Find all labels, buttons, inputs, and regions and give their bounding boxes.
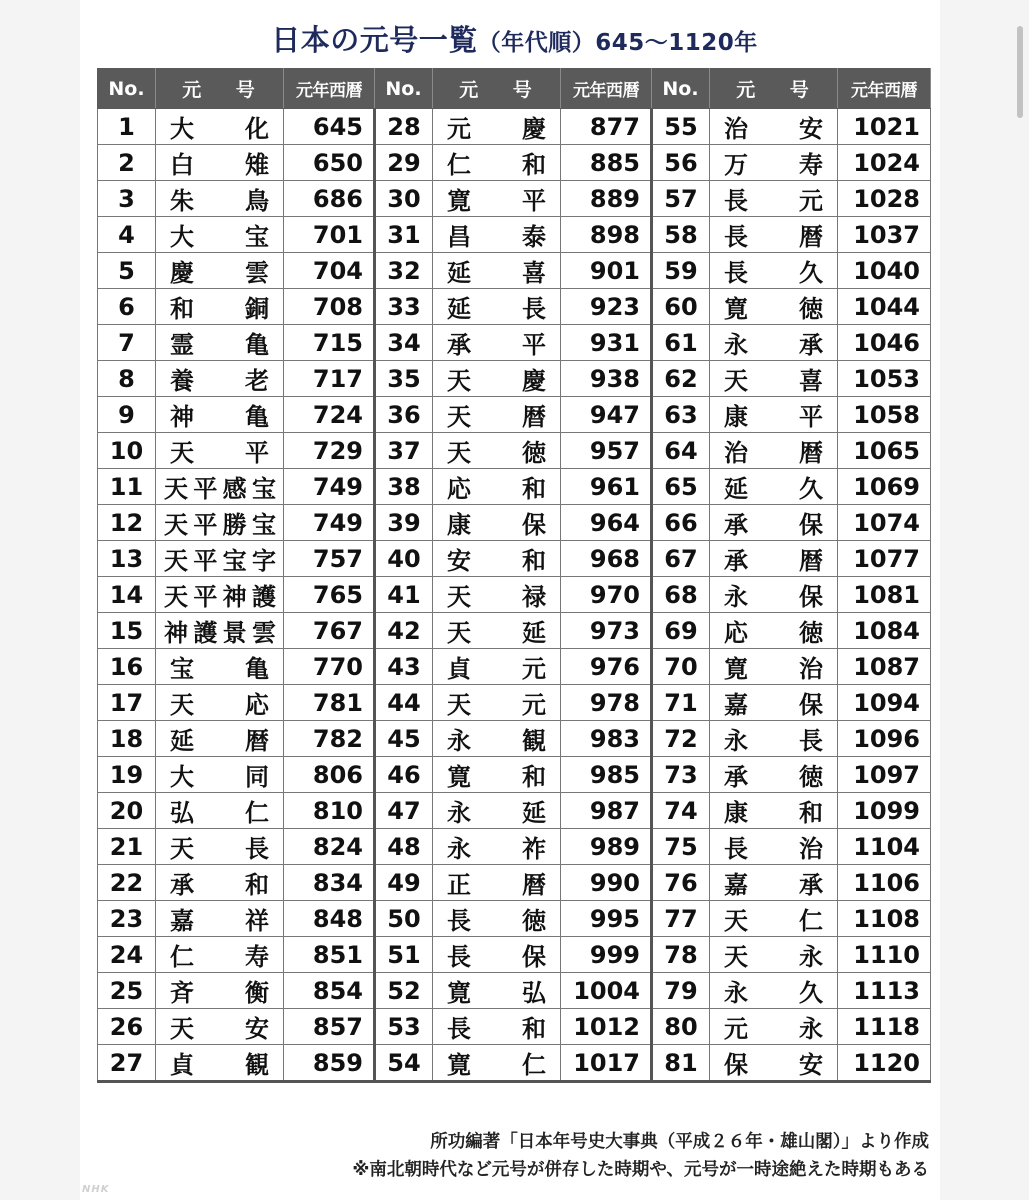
era-name-cell: 康 保 (433, 505, 561, 541)
era-name-cell: 永 承 (710, 325, 838, 361)
era-name-cell: 神護景雲 (156, 613, 284, 649)
era-name-cell: 応 和 (433, 469, 561, 505)
era-year-cell: 1097 (838, 757, 931, 793)
era-number-cell: 48 (375, 829, 433, 865)
era-number-cell: 61 (652, 325, 710, 361)
era-name-cell: 嘉 祥 (156, 901, 284, 937)
table-row (98, 937, 931, 973)
remark-note: ※南北朝時代など元号が併存した時期や、元号が一時途絶えた時期もある (352, 1160, 929, 1180)
era-number-cell: 18 (98, 721, 156, 757)
broadcaster-watermark: NHK (82, 1184, 110, 1195)
table-row (98, 685, 931, 721)
era-year-cell: 781 (284, 685, 375, 721)
table-row (98, 181, 931, 217)
era-name-cell: 保 安 (710, 1045, 838, 1082)
era-number-cell: 62 (652, 361, 710, 397)
title-main: 日本の元号一覧 (271, 23, 478, 57)
era-year-cell: 1081 (838, 577, 931, 613)
era-number-cell: 63 (652, 397, 710, 433)
era-number-cell: 30 (375, 181, 433, 217)
table-row (98, 757, 931, 793)
era-year-cell: 947 (561, 397, 652, 433)
header-no: No. (98, 69, 156, 109)
era-number-cell: 66 (652, 505, 710, 541)
era-number-cell: 40 (375, 541, 433, 577)
table-row (98, 541, 931, 577)
table-row (98, 253, 931, 289)
era-number-cell: 28 (375, 109, 433, 145)
page-title (0, 18, 1029, 59)
era-name-cell: 万 寿 (710, 145, 838, 181)
era-name-cell: 天 安 (156, 1009, 284, 1045)
era-year-cell: 1065 (838, 433, 931, 469)
era-name-cell: 長 徳 (433, 901, 561, 937)
era-year-cell: 1096 (838, 721, 931, 757)
era-name-cell: 承 徳 (710, 757, 838, 793)
era-name-cell: 治 暦 (710, 433, 838, 469)
era-number-cell: 6 (98, 289, 156, 325)
era-name-cell: 天 喜 (710, 361, 838, 397)
table-row (98, 901, 931, 937)
era-number-cell: 3 (98, 181, 156, 217)
era-year-cell: 770 (284, 649, 375, 685)
era-name-cell: 天平宝字 (156, 541, 284, 577)
era-number-cell: 68 (652, 577, 710, 613)
era-number-cell: 27 (98, 1045, 156, 1082)
era-name-cell: 永 保 (710, 577, 838, 613)
era-number-cell: 14 (98, 577, 156, 613)
era-number-cell: 41 (375, 577, 433, 613)
era-year-cell: 1084 (838, 613, 931, 649)
era-number-cell: 38 (375, 469, 433, 505)
era-number-cell: 73 (652, 757, 710, 793)
era-name-cell: 天 徳 (433, 433, 561, 469)
era-number-cell: 31 (375, 217, 433, 253)
era-number-cell: 44 (375, 685, 433, 721)
era-year-cell: 970 (561, 577, 652, 613)
era-number-cell: 54 (375, 1045, 433, 1082)
era-year-cell: 854 (284, 973, 375, 1009)
era-year-cell: 901 (561, 253, 652, 289)
era-number-cell: 1 (98, 109, 156, 145)
era-name-cell: 寛 仁 (433, 1045, 561, 1082)
era-name-cell: 永 祚 (433, 829, 561, 865)
era-year-cell: 1046 (838, 325, 931, 361)
era-name-cell: 安 和 (433, 541, 561, 577)
era-name-cell: 天 長 (156, 829, 284, 865)
era-year-cell: 976 (561, 649, 652, 685)
era-year-cell: 1074 (838, 505, 931, 541)
table-row (98, 649, 931, 685)
era-number-cell: 78 (652, 937, 710, 973)
era-number-cell: 55 (652, 109, 710, 145)
era-name-cell: 慶 雲 (156, 253, 284, 289)
era-number-cell: 4 (98, 217, 156, 253)
era-year-cell: 1028 (838, 181, 931, 217)
era-number-cell: 60 (652, 289, 710, 325)
era-name-cell: 承 和 (156, 865, 284, 901)
era-year-cell: 749 (284, 505, 375, 541)
era-year-cell: 724 (284, 397, 375, 433)
era-number-cell: 29 (375, 145, 433, 181)
era-year-cell: 999 (561, 937, 652, 973)
era-year-cell: 645 (284, 109, 375, 145)
era-year-cell: 1094 (838, 685, 931, 721)
era-name-cell: 寛 弘 (433, 973, 561, 1009)
era-year-cell: 1077 (838, 541, 931, 577)
era-year-cell: 983 (561, 721, 652, 757)
era-number-cell: 23 (98, 901, 156, 937)
era-number-cell: 16 (98, 649, 156, 685)
era-year-cell: 1069 (838, 469, 931, 505)
era-name-cell: 応 徳 (710, 613, 838, 649)
era-number-cell: 53 (375, 1009, 433, 1045)
era-number-cell: 21 (98, 829, 156, 865)
era-year-cell: 729 (284, 433, 375, 469)
header-era-name: 元 号 (433, 69, 561, 109)
era-number-cell: 9 (98, 397, 156, 433)
era-number-cell: 2 (98, 145, 156, 181)
era-year-cell: 704 (284, 253, 375, 289)
era-year-cell: 757 (284, 541, 375, 577)
era-name-cell: 天 慶 (433, 361, 561, 397)
era-name-cell: 嘉 承 (710, 865, 838, 901)
era-name-cell: 天 応 (156, 685, 284, 721)
header-year: 元年西暦 (561, 69, 652, 109)
header-era-name: 元 号 (156, 69, 284, 109)
era-number-cell: 5 (98, 253, 156, 289)
era-number-cell: 71 (652, 685, 710, 721)
era-year-cell: 1118 (838, 1009, 931, 1045)
era-year-cell: 938 (561, 361, 652, 397)
era-name-cell: 仁 和 (433, 145, 561, 181)
table-row (98, 829, 931, 865)
table-header-row (98, 69, 931, 109)
era-name-cell: 永 久 (710, 973, 838, 1009)
era-number-cell: 20 (98, 793, 156, 829)
era-number-cell: 39 (375, 505, 433, 541)
era-name-cell: 延 久 (710, 469, 838, 505)
era-number-cell: 70 (652, 649, 710, 685)
era-year-cell: 708 (284, 289, 375, 325)
header-year: 元年西暦 (284, 69, 375, 109)
era-year-cell: 1040 (838, 253, 931, 289)
era-year-cell: 1044 (838, 289, 931, 325)
era-year-cell: 1058 (838, 397, 931, 433)
era-name-cell: 天 禄 (433, 577, 561, 613)
era-number-cell: 8 (98, 361, 156, 397)
era-name-cell: 承 平 (433, 325, 561, 361)
era-name-cell: 長 元 (710, 181, 838, 217)
table-row (98, 721, 931, 757)
era-name-cell: 大 化 (156, 109, 284, 145)
era-number-cell: 11 (98, 469, 156, 505)
era-year-cell: 931 (561, 325, 652, 361)
era-year-cell: 715 (284, 325, 375, 361)
era-name-cell: 斉 衡 (156, 973, 284, 1009)
era-year-cell: 824 (284, 829, 375, 865)
era-number-cell: 51 (375, 937, 433, 973)
era-year-cell: 701 (284, 217, 375, 253)
era-year-cell: 686 (284, 181, 375, 217)
table-row (98, 361, 931, 397)
era-year-cell: 1017 (561, 1045, 652, 1082)
era-number-cell: 50 (375, 901, 433, 937)
era-year-cell: 810 (284, 793, 375, 829)
era-name-cell: 仁 寿 (156, 937, 284, 973)
era-number-cell: 74 (652, 793, 710, 829)
era-name-cell: 永 延 (433, 793, 561, 829)
era-year-cell: 973 (561, 613, 652, 649)
era-number-cell: 80 (652, 1009, 710, 1045)
era-year-cell: 989 (561, 829, 652, 865)
era-year-cell: 964 (561, 505, 652, 541)
era-name-cell: 長 保 (433, 937, 561, 973)
era-name-cell: 天 永 (710, 937, 838, 973)
era-number-cell: 17 (98, 685, 156, 721)
era-year-cell: 898 (561, 217, 652, 253)
era-year-cell: 1104 (838, 829, 931, 865)
header-year: 元年西暦 (838, 69, 931, 109)
era-year-cell: 765 (284, 577, 375, 613)
era-name-cell: 延 暦 (156, 721, 284, 757)
era-year-cell: 806 (284, 757, 375, 793)
footnotes (352, 1128, 929, 1184)
era-name-cell: 寛 治 (710, 649, 838, 685)
era-year-cell: 968 (561, 541, 652, 577)
era-number-cell: 77 (652, 901, 710, 937)
era-name-cell: 朱 鳥 (156, 181, 284, 217)
era-number-cell: 7 (98, 325, 156, 361)
era-name-cell: 天平感宝 (156, 469, 284, 505)
era-year-cell: 995 (561, 901, 652, 937)
era-year-cell: 1087 (838, 649, 931, 685)
era-number-cell: 72 (652, 721, 710, 757)
era-name-cell: 康 和 (710, 793, 838, 829)
era-number-cell: 32 (375, 253, 433, 289)
era-number-cell: 57 (652, 181, 710, 217)
era-name-cell: 延 喜 (433, 253, 561, 289)
era-number-cell: 10 (98, 433, 156, 469)
era-number-cell: 12 (98, 505, 156, 541)
era-name-cell: 嘉 保 (710, 685, 838, 721)
era-year-cell: 717 (284, 361, 375, 397)
table-row (98, 433, 931, 469)
era-name-cell: 承 暦 (710, 541, 838, 577)
era-year-cell: 1113 (838, 973, 931, 1009)
era-name-cell: 白 雉 (156, 145, 284, 181)
era-number-cell: 25 (98, 973, 156, 1009)
era-name-cell: 貞 観 (156, 1045, 284, 1082)
era-name-cell: 神 亀 (156, 397, 284, 433)
era-year-cell: 923 (561, 289, 652, 325)
era-name-cell: 永 長 (710, 721, 838, 757)
table-row (98, 397, 931, 433)
era-year-cell: 978 (561, 685, 652, 721)
era-number-cell: 67 (652, 541, 710, 577)
era-name-cell: 霊 亀 (156, 325, 284, 361)
era-name-cell: 天 元 (433, 685, 561, 721)
era-name-cell: 寛 平 (433, 181, 561, 217)
era-number-cell: 46 (375, 757, 433, 793)
era-year-cell: 1037 (838, 217, 931, 253)
era-name-cell: 天平神護 (156, 577, 284, 613)
table-row (98, 289, 931, 325)
table-row (98, 865, 931, 901)
header-era-name: 元 号 (710, 69, 838, 109)
era-year-cell: 885 (561, 145, 652, 181)
era-year-cell: 851 (284, 937, 375, 973)
table-body (98, 109, 931, 1082)
era-number-cell: 43 (375, 649, 433, 685)
era-name-cell: 大 宝 (156, 217, 284, 253)
era-number-cell: 13 (98, 541, 156, 577)
era-number-cell: 45 (375, 721, 433, 757)
era-year-cell: 1021 (838, 109, 931, 145)
era-number-cell: 65 (652, 469, 710, 505)
era-name-cell: 長 暦 (710, 217, 838, 253)
era-year-cell: 848 (284, 901, 375, 937)
era-year-cell: 1106 (838, 865, 931, 901)
era-year-cell: 749 (284, 469, 375, 505)
era-name-table (97, 68, 931, 1083)
era-number-cell: 15 (98, 613, 156, 649)
era-number-cell: 58 (652, 217, 710, 253)
era-year-cell: 834 (284, 865, 375, 901)
era-name-cell: 和 銅 (156, 289, 284, 325)
era-number-cell: 19 (98, 757, 156, 793)
era-number-cell: 37 (375, 433, 433, 469)
title-subtitle: （年代順）645～1120年 (477, 30, 758, 56)
table-row (98, 793, 931, 829)
table-row (98, 1045, 931, 1082)
era-name-cell: 元 慶 (433, 109, 561, 145)
era-year-cell: 1108 (838, 901, 931, 937)
era-name-cell: 長 治 (710, 829, 838, 865)
era-name-cell: 延 長 (433, 289, 561, 325)
era-number-cell: 81 (652, 1045, 710, 1082)
era-year-cell: 877 (561, 109, 652, 145)
era-number-cell: 47 (375, 793, 433, 829)
era-year-cell: 1053 (838, 361, 931, 397)
era-number-cell: 26 (98, 1009, 156, 1045)
table-row (98, 469, 931, 505)
table-row (98, 217, 931, 253)
era-year-cell: 1004 (561, 973, 652, 1009)
era-name-cell: 長 久 (710, 253, 838, 289)
table-row (98, 1009, 931, 1045)
era-year-cell: 957 (561, 433, 652, 469)
era-year-cell: 889 (561, 181, 652, 217)
era-name-cell: 養 老 (156, 361, 284, 397)
header-no: No. (652, 69, 710, 109)
era-number-cell: 76 (652, 865, 710, 901)
era-year-cell: 1012 (561, 1009, 652, 1045)
era-number-cell: 56 (652, 145, 710, 181)
era-year-cell: 782 (284, 721, 375, 757)
era-year-cell: 985 (561, 757, 652, 793)
era-name-cell: 天 暦 (433, 397, 561, 433)
era-number-cell: 42 (375, 613, 433, 649)
era-number-cell: 69 (652, 613, 710, 649)
era-name-cell: 弘 仁 (156, 793, 284, 829)
table-row (98, 505, 931, 541)
era-name-cell: 長 和 (433, 1009, 561, 1045)
era-name-cell: 昌 泰 (433, 217, 561, 253)
era-name-cell: 寛 徳 (710, 289, 838, 325)
era-number-cell: 33 (375, 289, 433, 325)
era-year-cell: 961 (561, 469, 652, 505)
era-year-cell: 987 (561, 793, 652, 829)
era-number-cell: 36 (375, 397, 433, 433)
table-row (98, 613, 931, 649)
era-name-cell: 寛 和 (433, 757, 561, 793)
era-name-cell: 承 保 (710, 505, 838, 541)
table-row (98, 973, 931, 1009)
era-number-cell: 64 (652, 433, 710, 469)
era-number-cell: 24 (98, 937, 156, 973)
era-year-cell: 1110 (838, 937, 931, 973)
era-name-cell: 貞 元 (433, 649, 561, 685)
table-row (98, 145, 931, 181)
era-name-cell: 天 延 (433, 613, 561, 649)
era-name-cell: 宝 亀 (156, 649, 284, 685)
era-number-cell: 52 (375, 973, 433, 1009)
era-year-cell: 1099 (838, 793, 931, 829)
table-row (98, 109, 931, 145)
era-name-cell: 天平勝宝 (156, 505, 284, 541)
era-year-cell: 857 (284, 1009, 375, 1045)
era-number-cell: 79 (652, 973, 710, 1009)
era-number-cell: 22 (98, 865, 156, 901)
era-number-cell: 75 (652, 829, 710, 865)
era-year-cell: 859 (284, 1045, 375, 1082)
era-name-cell: 治 安 (710, 109, 838, 145)
era-year-cell: 767 (284, 613, 375, 649)
era-name-cell: 永 観 (433, 721, 561, 757)
era-number-cell: 35 (375, 361, 433, 397)
header-no: No. (375, 69, 433, 109)
era-name-cell: 天 仁 (710, 901, 838, 937)
era-number-cell: 59 (652, 253, 710, 289)
era-year-cell: 1024 (838, 145, 931, 181)
table-row (98, 325, 931, 361)
era-year-cell: 990 (561, 865, 652, 901)
source-note: 所功編著「日本年号史大事典（平成２６年・雄山閣）」より作成 (430, 1132, 929, 1152)
era-number-cell: 34 (375, 325, 433, 361)
era-number-cell: 49 (375, 865, 433, 901)
era-name-cell: 天 平 (156, 433, 284, 469)
era-name-cell: 正 暦 (433, 865, 561, 901)
era-year-cell: 1120 (838, 1045, 931, 1082)
era-name-cell: 康 平 (710, 397, 838, 433)
table-row (98, 577, 931, 613)
era-name-cell: 元 永 (710, 1009, 838, 1045)
era-name-cell: 大 同 (156, 757, 284, 793)
era-year-cell: 650 (284, 145, 375, 181)
